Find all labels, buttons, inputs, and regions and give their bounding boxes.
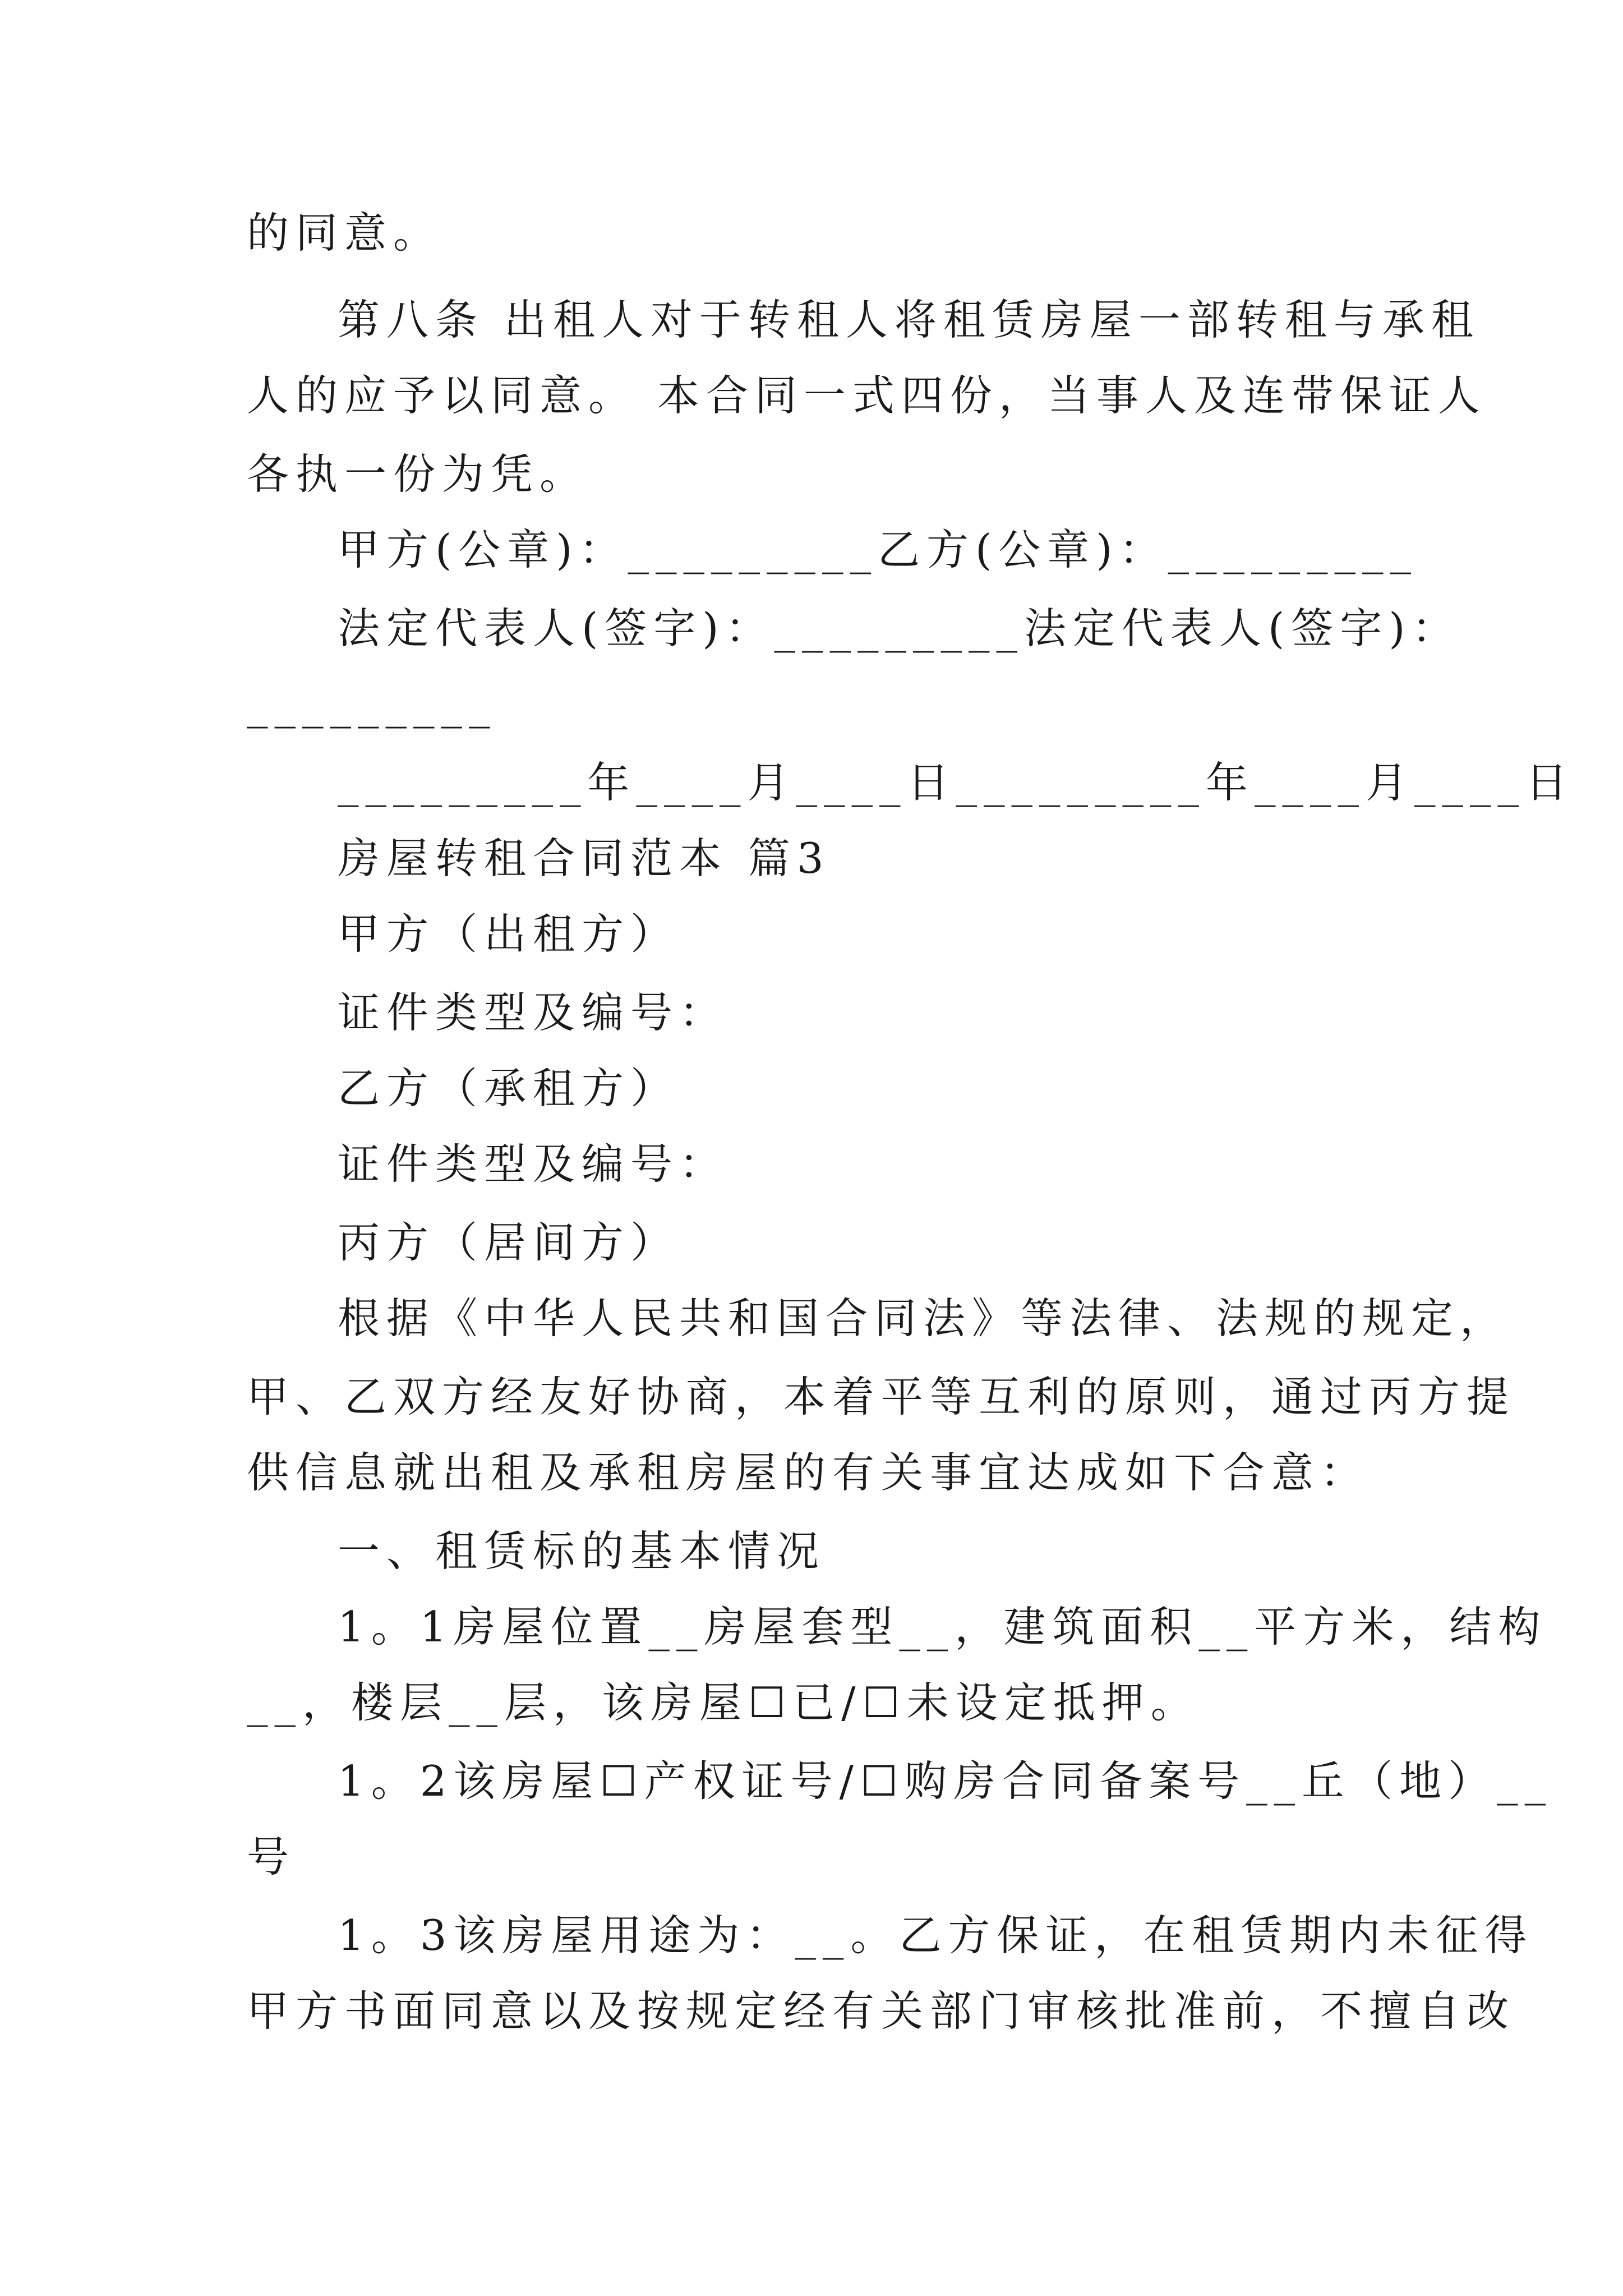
- text-line: 甲方书面同意以及按规定经有关部门审核批准前，不擅自改: [247, 1986, 1516, 2036]
- text-line: 人的应予以同意。 本合同一式四份，当事人及连带保证人: [247, 371, 1487, 420]
- legal-rep-signature-line: 法定代表人(签字)：_________法定代表人(签字)：: [338, 604, 1461, 653]
- text-line: 的同意。: [247, 208, 442, 257]
- id-type-label: 证件类型及编号：: [338, 1139, 728, 1189]
- text-line: 供信息就出租及承租房屋的有关事宜达成如下合意：: [247, 1448, 1370, 1497]
- signature-blank: _________: [247, 679, 497, 729]
- party-c-label: 丙方（居间方）: [338, 1218, 680, 1267]
- party-b-label: 乙方（承租方）: [338, 1064, 680, 1113]
- clause-1-1: 1。1房屋位置__房屋套型__，建筑面积__平方米，结构: [338, 1602, 1547, 1651]
- text-line: 各执一份为凭。: [247, 449, 589, 499]
- text-line: 号: [247, 1832, 296, 1881]
- clause-1-2: 1。2该房屋☐产权证号/☐购房合同备案号__丘（地）__: [338, 1756, 1553, 1806]
- party-a-label: 甲方（出租方）: [338, 909, 680, 959]
- clause-1-3: 1。3该房屋用途为：__。乙方保证，在租赁期内未征得: [338, 1911, 1534, 1960]
- party-a-seal-line: 甲方(公章)：_________乙方(公章)：_________: [338, 525, 1418, 574]
- text-line: 甲、乙双方经友好协商，本着平等互利的原则，通过丙方提: [247, 1372, 1516, 1421]
- article-8-line: 第八条 出租人对于转租人将租赁房屋一部转租与承租: [338, 295, 1480, 344]
- section-heading: 房屋转租合同范本 篇3: [338, 834, 831, 883]
- subsection-heading: 一、租赁标的基本情况: [338, 1526, 826, 1576]
- id-type-label: 证件类型及编号：: [338, 988, 728, 1037]
- text-line: __，楼层__层，该房屋☐已/☐未设定抵押。: [247, 1678, 1200, 1727]
- date-line: _________年____月____日_________年____月____日: [338, 758, 1574, 807]
- preamble-line: 根据《中华人民共和国合同法》等法律、法规的规定，: [338, 1294, 1509, 1343]
